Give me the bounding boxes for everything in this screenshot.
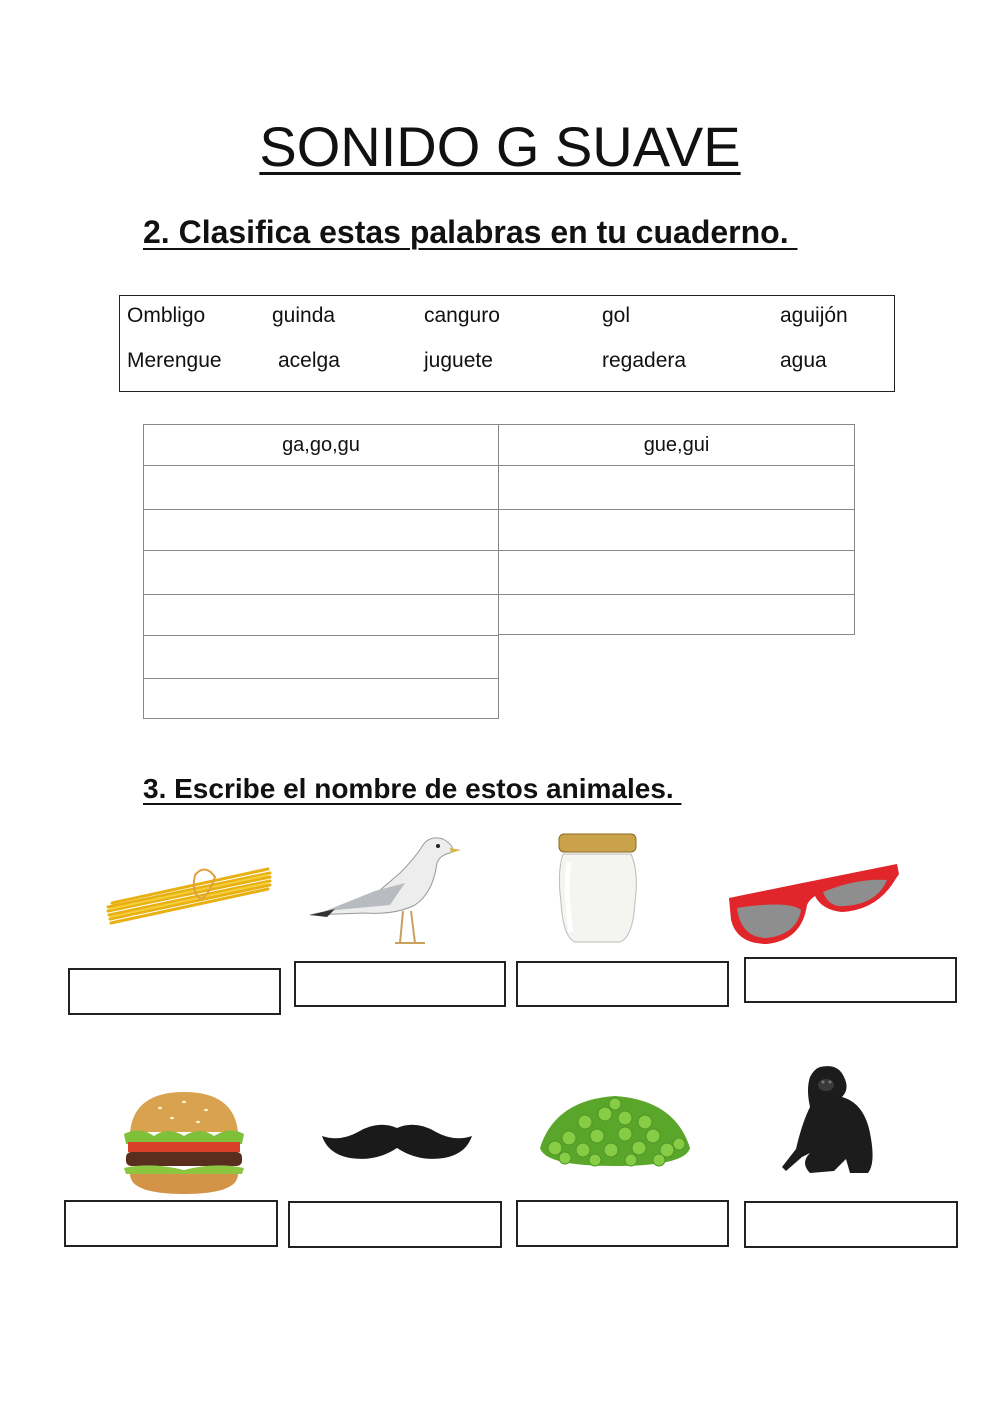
- word: canguro: [424, 304, 500, 327]
- word: acelga: [278, 349, 340, 372]
- column-header-ga-go-gu: ga,go,gu: [143, 424, 499, 466]
- table-cell[interactable]: [498, 465, 855, 510]
- section-3-heading: 3. Escribe el nombre de estos animales.: [143, 773, 682, 804]
- section-2-heading: 2. Clasifica estas palabras en tu cuaderno.: [143, 214, 798, 250]
- answer-box-yogurt[interactable]: [516, 961, 729, 1007]
- table-cell[interactable]: [143, 678, 499, 719]
- answer-box-seagull[interactable]: [294, 961, 506, 1007]
- gorilla-image: [780, 1063, 880, 1178]
- peas-image: [535, 1088, 695, 1168]
- table-cell[interactable]: [498, 594, 855, 635]
- word: gol: [602, 304, 631, 327]
- answer-box-mustache[interactable]: [288, 1201, 502, 1248]
- yogurt-image: [555, 832, 640, 947]
- hamburger-image: [120, 1090, 248, 1198]
- table-cell[interactable]: [498, 509, 855, 551]
- word: aguijón: [780, 304, 848, 327]
- word: guinda: [272, 304, 336, 327]
- table-cell[interactable]: [498, 550, 855, 595]
- word: Ombligo: [127, 304, 206, 327]
- answer-box-gorilla[interactable]: [744, 1201, 958, 1248]
- sunglasses-image: [727, 860, 902, 950]
- word: Merengue: [127, 349, 222, 372]
- word: juguete: [424, 349, 493, 372]
- answer-box-sunglasses[interactable]: [744, 957, 957, 1003]
- table-cell[interactable]: [143, 465, 499, 510]
- table-cell[interactable]: [143, 635, 499, 679]
- word-box: [119, 295, 895, 392]
- answer-box-peas[interactable]: [516, 1200, 729, 1247]
- word: regadera: [602, 349, 687, 372]
- column-header-gue-gui: gue,gui: [498, 424, 855, 466]
- page-title: SONIDO G SUAVE: [259, 115, 741, 178]
- word: agua: [780, 349, 827, 372]
- table-cell[interactable]: [143, 509, 499, 551]
- seagull-image: [305, 833, 465, 948]
- spaghetti-image: [100, 845, 280, 930]
- table-cell[interactable]: [143, 550, 499, 595]
- answer-box-spaghetti[interactable]: [68, 968, 281, 1015]
- answer-box-hamburger[interactable]: [64, 1200, 278, 1247]
- mustache-image: [318, 1118, 476, 1168]
- table-cell[interactable]: [143, 594, 499, 636]
